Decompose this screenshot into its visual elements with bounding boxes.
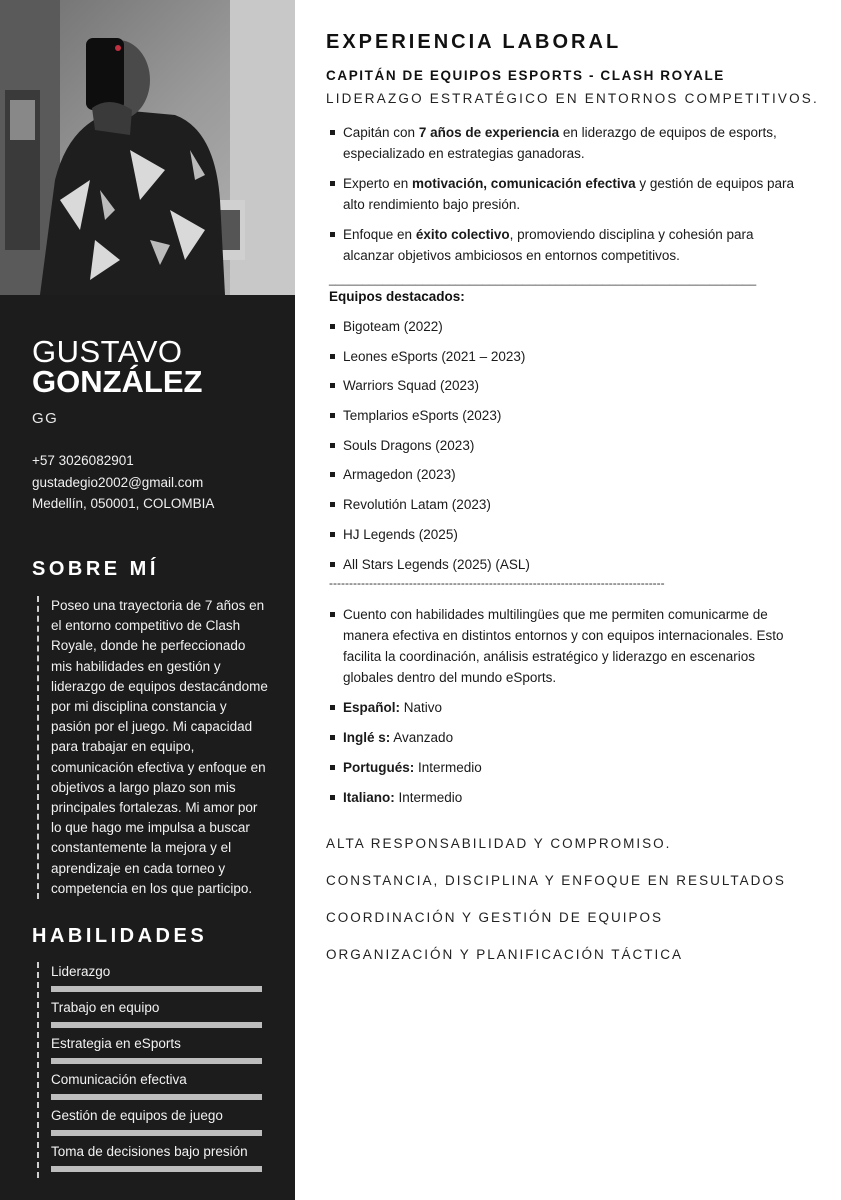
- email-address: gustadegio2002@gmail.com: [32, 474, 204, 490]
- skill-item: [51, 1142, 263, 1178]
- initials: GG: [32, 410, 59, 427]
- bullet-text: en liderazgo de equipos de esports, especializado en estrategias ganadoras.: [343, 125, 777, 161]
- bullet-bold-text: 7 años de experiencia: [418, 125, 560, 140]
- teams-list: [326, 316, 806, 583]
- bullet-bold-text: éxito colectivo: [415, 227, 510, 242]
- bullet-text: y gestión de equipos para alto rendimiento bajo presión.: [343, 176, 794, 212]
- about-text: Poseo una trayectoria de 7 años en el entorno competitivo de Clash Royale, donde he perfeccionado mis habilidades en gestión y liderazgo de equipos destacándome por mi disciplina constancia y pasión por el juego. Mi capacidad para trabajar en equipo, comunicación efectiva y enfoque en objetivos a largo plazo son mis principales fortalezas. Mi amor por lo que hago me impulsa a buscar constantemente la mejora y el aprendizaje en cada torneo y competencia en los que participo.: [37, 596, 269, 899]
- language-name: Español:: [343, 700, 401, 715]
- skill-bar-fill: [51, 1094, 262, 1100]
- skill-label: Comunicación efectiva: [51, 1072, 187, 1087]
- list-item: [326, 224, 806, 266]
- skill-label: Trabajo en equipo: [51, 1000, 160, 1015]
- about-heading: SOBRE MÍ: [32, 558, 159, 580]
- experience-heading: EXPERIENCIA LABORAL: [326, 31, 622, 53]
- skill-label: Estrategia en eSports: [51, 1036, 181, 1051]
- languages-intro-list: [326, 604, 806, 697]
- phone-number: +57 3026082901: [32, 453, 134, 468]
- location: Medellín, 050001, COLOMBIA: [32, 496, 215, 511]
- team-item: Templarios eSports (2023): [326, 405, 806, 435]
- skill-item: [51, 1106, 263, 1142]
- skill-bar-fill: [51, 1166, 262, 1172]
- list-item: [326, 173, 806, 215]
- skill-bar: [51, 1058, 262, 1064]
- bullet-text: , promoviendo disciplina y cohesión para alcanzar objetivos ambiciosos en entornos competitivos.: [343, 227, 754, 263]
- language-name: Italiano:: [343, 790, 395, 805]
- team-item: Revolutión Latam (2023): [326, 494, 806, 524]
- language-item: [326, 727, 806, 757]
- bullet-text: Capitán con: [343, 125, 419, 140]
- bullet-text: Experto en: [343, 176, 413, 191]
- divider-line: ________________________________________________________________: [329, 272, 757, 286]
- experience-bullets: [326, 122, 806, 275]
- skill-item: [51, 1034, 263, 1070]
- job-title: CAPITÁN DE EQUIPOS ESPORTS - CLASH ROYALE: [326, 68, 725, 83]
- bullet-text: Enfoque en: [343, 227, 416, 242]
- bullet-bold-text: motivación, comunicación efectiva: [412, 176, 636, 191]
- list-item: [326, 122, 806, 164]
- skill-label: Liderazgo: [51, 964, 111, 979]
- teams-label: Equipos destacados:: [329, 289, 465, 304]
- skills-list: [37, 962, 263, 1178]
- skill-label: Gestión de equipos de juego: [51, 1108, 223, 1123]
- language-item: [326, 787, 806, 817]
- dashed-divider: ------------------------------------------------------------------------------------: [329, 576, 665, 590]
- team-item: Souls Dragons (2023): [326, 435, 806, 465]
- skill-label: Toma de decisiones bajo presión: [51, 1144, 248, 1159]
- skill-bar: [51, 1166, 262, 1172]
- profile-photo-graphic: [0, 0, 295, 295]
- language-name: Inglé s:: [343, 730, 391, 745]
- skill-bar: [51, 1130, 262, 1136]
- language-name: Portugués:: [343, 760, 415, 775]
- skill-bar-fill: [51, 986, 262, 992]
- team-item: HJ Legends (2025): [326, 524, 806, 554]
- trait-item: ALTA RESPONSABILIDAD Y COMPROMISO.: [326, 836, 672, 851]
- skill-item: [51, 998, 263, 1034]
- language-level: Nativo: [400, 700, 443, 715]
- languages-list: [326, 697, 806, 817]
- team-item: Leones eSports (2021 – 2023): [326, 346, 806, 376]
- skill-item: [51, 962, 263, 998]
- skill-bar: [51, 986, 262, 992]
- skills-heading: HABILIDADES: [32, 925, 208, 947]
- skill-bar-fill: [51, 1130, 262, 1136]
- skill-bar-fill: [51, 1058, 262, 1064]
- profile-photo: [0, 0, 295, 295]
- skill-bar: [51, 1094, 262, 1100]
- team-item: All Stars Legends (2025) (ASL): [326, 554, 806, 584]
- list-item: Cuento con habilidades multilingües que me permiten comunicarme de manera efectiva en distintos entornos y con equipos internacionales. Esto facilita la coordinación, análisis estratégico y liderazgo en escenarios globales dentro del mundo eSports.: [326, 604, 806, 688]
- trait-item: CONSTANCIA, DISCIPLINA Y ENFOQUE EN RESULTADOS: [326, 873, 786, 888]
- job-subtitle: LIDERAZGO ESTRATÉGICO EN ENTORNOS COMPETITIVOS.: [326, 91, 819, 106]
- sidebar: [0, 0, 295, 1200]
- language-level: Intermedio: [394, 790, 463, 805]
- trait-item: ORGANIZACIÓN Y PLANIFICACIÓN TÁCTICA: [326, 947, 684, 962]
- language-level: Intermedio: [414, 760, 482, 775]
- last-name: GONZÁLEZ: [32, 364, 203, 399]
- contact-info: [32, 450, 214, 515]
- team-item: Armagedon (2023): [326, 464, 806, 494]
- team-item: Bigoteam (2022): [326, 316, 806, 346]
- first-name: GUSTAVO: [32, 334, 183, 369]
- team-item: Warriors Squad (2023): [326, 375, 806, 405]
- skill-bar-fill: [51, 1022, 262, 1028]
- skill-bar: [51, 1022, 262, 1028]
- language-level: Avanzado: [390, 730, 454, 745]
- skill-item: [51, 1070, 263, 1106]
- language-item: [326, 697, 806, 727]
- language-item: [326, 757, 806, 787]
- trait-item: COORDINACIÓN Y GESTIÓN DE EQUIPOS: [326, 910, 664, 925]
